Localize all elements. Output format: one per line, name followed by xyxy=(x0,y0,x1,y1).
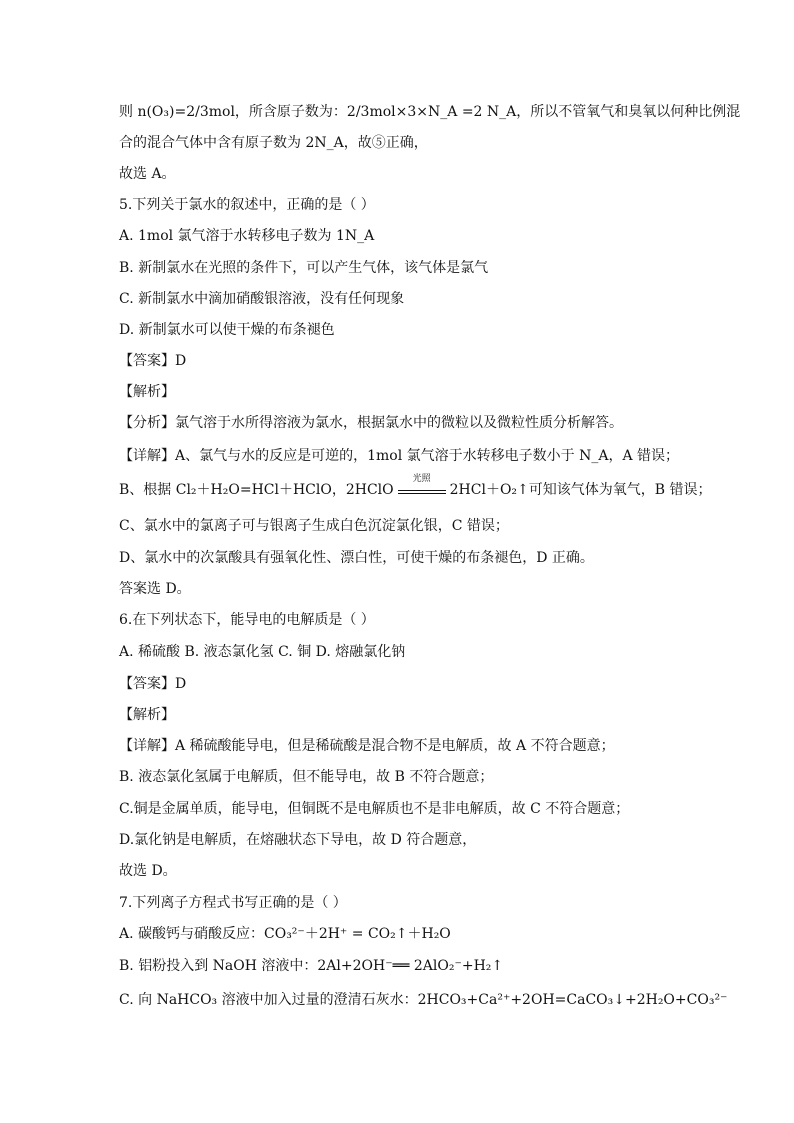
reaction-condition: 光照 xyxy=(412,474,431,484)
detail-5a: 【详解】A、氯气与水的反应是可逆的，1mol 氯气溶于水转移电子数小于 N_A，A 错误； xyxy=(119,448,680,464)
detail-6d: D.氯化钠是电解质，在熔融状态下导电，故 D 符合题意， xyxy=(119,832,477,848)
question-5: 5.下列关于氯水的叙述中，正确的是（ ） xyxy=(119,197,375,213)
detail-5b-post: 2HCl＋O₂↑可知该气体为氧气，B 错误； xyxy=(449,482,712,498)
detail-6b: B. 液态氯化氢属于电解质，但不能导电，故 B 不符合题意； xyxy=(119,769,494,785)
conclusion-6: 故选 D。 xyxy=(119,863,177,879)
text-line: 合的混合气体中含有原子数为 2N_A，故⑤正确， xyxy=(119,135,428,151)
answer-5: 【答案】D xyxy=(119,353,187,369)
option-5d: D. 新制氯水可以使干燥的布条褪色 xyxy=(119,322,335,338)
text-line: 则 n(O₃)=2/3mol，所含原子数为：2/3mol×3×N_A =2 N_A，所以不管氧气和臭氧以何种比例混 xyxy=(119,104,741,120)
analysis-5: 【分析】氯气溶于水所得溶液为氯水，根据氯水中的微粒以及微粒性质分析解答。 xyxy=(119,415,623,431)
question-7: 7.下列离子方程式书写正确的是（ ） xyxy=(119,895,347,911)
reaction-arrow-icon xyxy=(398,474,446,494)
detail-6c: C.铜是金属单质，能导电，但铜既不是电解质也不是非电解质，故 C 不符合题意； xyxy=(119,801,630,817)
conclusion-5: 答案选 D。 xyxy=(119,581,191,597)
option-7b: B. 铝粉投入到 NaOH 溶液中：2Al+2OH⁻══ 2AlO₂⁻+H₂↑ xyxy=(119,958,504,974)
detail-5c: C、氯水中的氯离子可与银离子生成白色沉淀氯化银，C 错误； xyxy=(119,518,509,534)
answer-6: 【答案】D xyxy=(119,676,187,692)
option-5a: A. 1mol 氯气溶于水转移电子数为 1N_A xyxy=(119,228,375,244)
option-5b: B. 新制氯水在光照的条件下，可以产生气体，该气体是氯气 xyxy=(119,260,489,276)
text-line: 故选 A。 xyxy=(119,166,176,182)
detail-5b-pre: B、根据 Cl₂＋H₂O=HCl＋HClO，2HClO xyxy=(119,482,394,498)
options-6: A. 稀硫酸 B. 液态氯化氢 C. 铜 D. 熔融氯化钠 xyxy=(119,644,406,660)
detail-6a: 【详解】A 稀硫酸能导电，但是稀硫酸是混合物不是电解质，故 A 不符合题意； xyxy=(119,738,615,754)
option-5c: C. 新制氯水中滴加硝酸银溶液，没有任何现象 xyxy=(119,291,405,307)
question-6: 6.在下列状态下，能导电的电解质是（ ） xyxy=(119,612,375,628)
analysis-heading-6: 【解析】 xyxy=(119,707,175,723)
detail-5b xyxy=(119,474,712,500)
detail-5d: D、氯水中的次氯酸具有强氧化性、漂白性，可使干燥的布条褪色，D 正确。 xyxy=(119,550,594,566)
option-7a: A. 碳酸钙与硝酸反应：CO₃²⁻＋2H⁺ = CO₂↑＋H₂O xyxy=(119,926,451,942)
analysis-heading-5: 【解析】 xyxy=(119,384,175,400)
option-7c: C. 向 NaHCO₃ 溶液中加入过量的澄清石灰水：2HCO₃+Ca²⁺+2OH=CaCO₃↓+2H₂O+CO₃²⁻ xyxy=(119,992,728,1008)
